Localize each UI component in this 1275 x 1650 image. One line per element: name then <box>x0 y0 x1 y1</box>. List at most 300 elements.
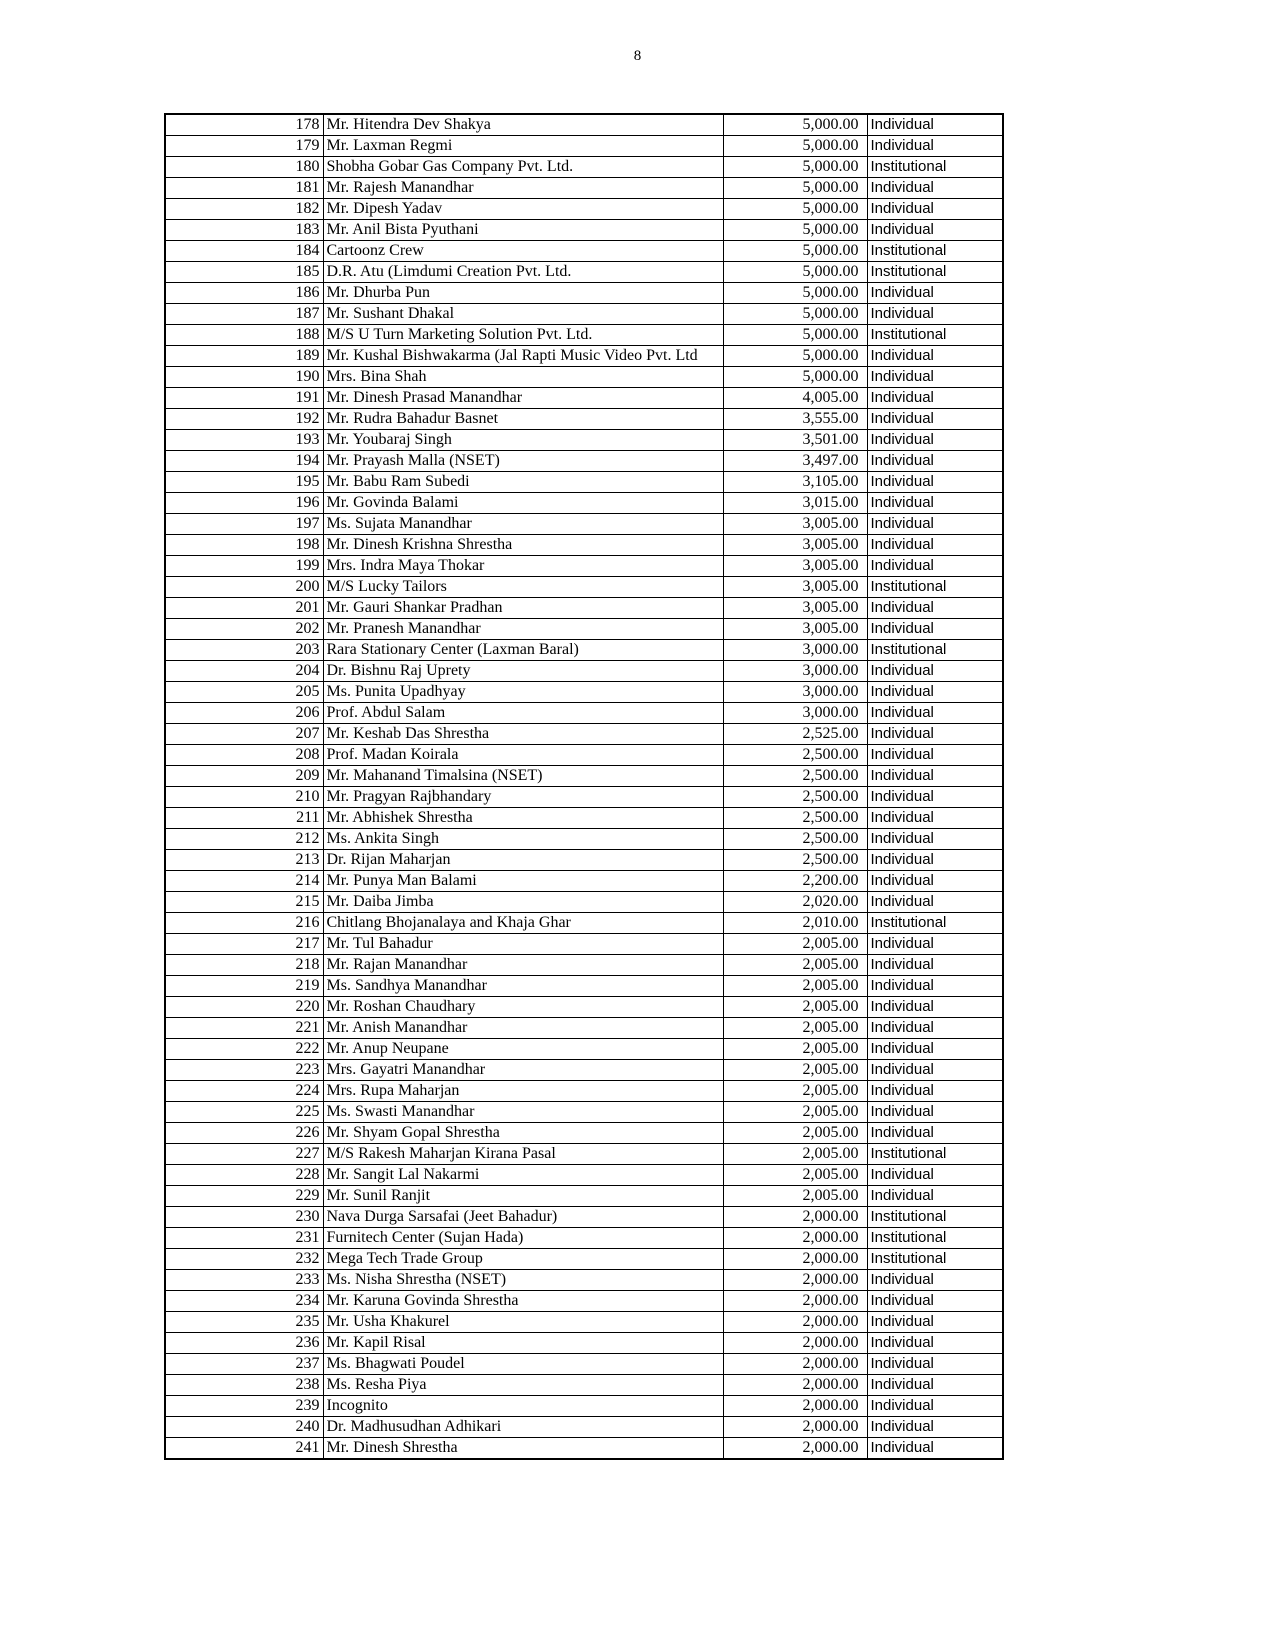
serial-number-cell: 201 <box>165 598 323 619</box>
donor-name-cell: Ms. Sandhya Manandhar <box>323 976 723 997</box>
donor-name-cell: Nava Durga Sarsafai (Jeet Bahadur) <box>323 1207 723 1228</box>
donor-name-cell: Dr. Rijan Maharjan <box>323 850 723 871</box>
table-row <box>165 1396 1003 1417</box>
serial-number-cell: 207 <box>165 724 323 745</box>
table-row <box>165 913 1003 934</box>
donor-type-cell: Individual <box>867 1186 1003 1207</box>
amount-cell: 3,501.00 <box>723 430 867 451</box>
donor-name-cell: Dr. Madhusudhan Adhikari <box>323 1417 723 1438</box>
serial-number-cell: 232 <box>165 1249 323 1270</box>
donor-name-cell: Mrs. Indra Maya Thokar <box>323 556 723 577</box>
serial-number-cell: 185 <box>165 262 323 283</box>
donor-name-cell: M/S U Turn Marketing Solution Pvt. Ltd. <box>323 325 723 346</box>
amount-cell: 2,500.00 <box>723 787 867 808</box>
table-row <box>165 892 1003 913</box>
donor-name-cell: Mr. Keshab Das Shrestha <box>323 724 723 745</box>
amount-cell: 5,000.00 <box>723 220 867 241</box>
donor-type-cell: Individual <box>867 304 1003 325</box>
donor-type-cell: Individual <box>867 703 1003 724</box>
serial-number-cell: 197 <box>165 514 323 535</box>
donor-type-cell: Individual <box>867 472 1003 493</box>
table-row <box>165 1312 1003 1333</box>
donor-type-cell: Individual <box>867 766 1003 787</box>
amount-cell: 2,000.00 <box>723 1438 867 1460</box>
donor-type-cell: Individual <box>867 829 1003 850</box>
table-row <box>165 1081 1003 1102</box>
serial-number-cell: 222 <box>165 1039 323 1060</box>
table-row <box>165 367 1003 388</box>
donor-name-cell: Mr. Kapil Risal <box>323 1333 723 1354</box>
serial-number-cell: 194 <box>165 451 323 472</box>
amount-cell: 2,005.00 <box>723 1018 867 1039</box>
table-row <box>165 157 1003 178</box>
amount-cell: 5,000.00 <box>723 199 867 220</box>
donor-type-cell: Institutional <box>867 1144 1003 1165</box>
amount-cell: 3,000.00 <box>723 661 867 682</box>
donor-type-cell: Individual <box>867 1165 1003 1186</box>
donor-type-cell: Individual <box>867 220 1003 241</box>
donor-type-cell: Individual <box>867 367 1003 388</box>
donor-type-cell: Individual <box>867 724 1003 745</box>
serial-number-cell: 203 <box>165 640 323 661</box>
donor-type-cell: Individual <box>867 1018 1003 1039</box>
serial-number-cell: 202 <box>165 619 323 640</box>
amount-cell: 2,500.00 <box>723 850 867 871</box>
donor-name-cell: Mrs. Rupa Maharjan <box>323 1081 723 1102</box>
donor-type-cell: Individual <box>867 535 1003 556</box>
donor-name-cell: Chitlang Bhojanalaya and Khaja Ghar <box>323 913 723 934</box>
serial-number-cell: 233 <box>165 1270 323 1291</box>
amount-cell: 5,000.00 <box>723 262 867 283</box>
donor-name-cell: Dr. Bishnu Raj Uprety <box>323 661 723 682</box>
donor-name-cell: Mr. Pragyan Rajbhandary <box>323 787 723 808</box>
donor-type-cell: Individual <box>867 892 1003 913</box>
amount-cell: 2,005.00 <box>723 1123 867 1144</box>
table-row <box>165 241 1003 262</box>
donor-type-cell: Institutional <box>867 1228 1003 1249</box>
donor-name-cell: Mr. Abhishek Shrestha <box>323 808 723 829</box>
donor-type-cell: Individual <box>867 871 1003 892</box>
donor-type-cell: Individual <box>867 976 1003 997</box>
donor-type-cell: Individual <box>867 1438 1003 1460</box>
table-row <box>165 1228 1003 1249</box>
serial-number-cell: 184 <box>165 241 323 262</box>
donor-name-cell: Mr. Usha Khakurel <box>323 1312 723 1333</box>
donor-type-cell: Institutional <box>867 241 1003 262</box>
donor-name-cell: Mr. Rudra Bahadur Basnet <box>323 409 723 430</box>
donor-type-cell: Individual <box>867 1417 1003 1438</box>
donor-name-cell: Ms. Nisha Shrestha (NSET) <box>323 1270 723 1291</box>
donor-name-cell: Mr. Govinda Balami <box>323 493 723 514</box>
donor-name-cell: Mr. Karuna Govinda Shrestha <box>323 1291 723 1312</box>
donor-name-cell: M/S Rakesh Maharjan Kirana Pasal <box>323 1144 723 1165</box>
table-row <box>165 178 1003 199</box>
serial-number-cell: 189 <box>165 346 323 367</box>
donor-type-cell: Individual <box>867 1102 1003 1123</box>
table-row <box>165 1333 1003 1354</box>
table-row <box>165 1165 1003 1186</box>
table-row <box>165 1375 1003 1396</box>
donor-type-cell: Individual <box>867 178 1003 199</box>
serial-number-cell: 193 <box>165 430 323 451</box>
serial-number-cell: 210 <box>165 787 323 808</box>
table-row <box>165 640 1003 661</box>
serial-number-cell: 224 <box>165 1081 323 1102</box>
donor-type-cell: Individual <box>867 619 1003 640</box>
table-row <box>165 871 1003 892</box>
table-row <box>165 1270 1003 1291</box>
table-row <box>165 1123 1003 1144</box>
table-row <box>165 220 1003 241</box>
serial-number-cell: 237 <box>165 1354 323 1375</box>
donor-type-cell: Individual <box>867 1123 1003 1144</box>
amount-cell: 3,555.00 <box>723 409 867 430</box>
table-row <box>165 199 1003 220</box>
donor-name-cell: Mr. Dinesh Krishna Shrestha <box>323 535 723 556</box>
amount-cell: 3,005.00 <box>723 619 867 640</box>
serial-number-cell: 196 <box>165 493 323 514</box>
donor-name-cell: Mr. Roshan Chaudhary <box>323 997 723 1018</box>
table-row <box>165 1102 1003 1123</box>
serial-number-cell: 191 <box>165 388 323 409</box>
donor-name-cell: Mr. Mahanand Timalsina (NSET) <box>323 766 723 787</box>
table-row <box>165 934 1003 955</box>
serial-number-cell: 234 <box>165 1291 323 1312</box>
amount-cell: 5,000.00 <box>723 136 867 157</box>
donor-name-cell: Mr. Dinesh Prasad Manandhar <box>323 388 723 409</box>
donor-name-cell: Mr. Anil Bista Pyuthani <box>323 220 723 241</box>
donor-type-cell: Institutional <box>867 325 1003 346</box>
serial-number-cell: 219 <box>165 976 323 997</box>
amount-cell: 2,005.00 <box>723 1186 867 1207</box>
amount-cell: 2,010.00 <box>723 913 867 934</box>
serial-number-cell: 200 <box>165 577 323 598</box>
donor-type-cell: Individual <box>867 787 1003 808</box>
table-row <box>165 514 1003 535</box>
serial-number-cell: 241 <box>165 1438 323 1460</box>
table-row <box>165 388 1003 409</box>
amount-cell: 2,000.00 <box>723 1249 867 1270</box>
amount-cell: 5,000.00 <box>723 157 867 178</box>
donor-type-cell: Individual <box>867 1354 1003 1375</box>
donor-name-cell: Mega Tech Trade Group <box>323 1249 723 1270</box>
table-row <box>165 619 1003 640</box>
amount-cell: 2,000.00 <box>723 1207 867 1228</box>
amount-cell: 5,000.00 <box>723 367 867 388</box>
donor-type-cell: Individual <box>867 136 1003 157</box>
donor-type-cell: Individual <box>867 808 1003 829</box>
amount-cell: 2,005.00 <box>723 1060 867 1081</box>
donor-name-cell: Mr. Hitendra Dev Shakya <box>323 114 723 136</box>
table-row <box>165 661 1003 682</box>
amount-cell: 3,000.00 <box>723 640 867 661</box>
table-row <box>165 283 1003 304</box>
table-row <box>165 976 1003 997</box>
serial-number-cell: 179 <box>165 136 323 157</box>
donor-name-cell: Incognito <box>323 1396 723 1417</box>
donor-name-cell: Mr. Rajesh Manandhar <box>323 178 723 199</box>
serial-number-cell: 220 <box>165 997 323 1018</box>
donor-name-cell: Mr. Sushant Dhakal <box>323 304 723 325</box>
table-row <box>165 346 1003 367</box>
serial-number-cell: 226 <box>165 1123 323 1144</box>
serial-number-cell: 228 <box>165 1165 323 1186</box>
serial-number-cell: 215 <box>165 892 323 913</box>
donor-name-cell: Mr. Kushal Bishwakarma (Jal Rapti Music Video Pvt. Ltd <box>323 346 723 367</box>
donor-name-cell: M/S Lucky Tailors <box>323 577 723 598</box>
amount-cell: 3,005.00 <box>723 535 867 556</box>
donor-name-cell: Mr. Anup Neupane <box>323 1039 723 1060</box>
donor-name-cell: Mr. Babu Ram Subedi <box>323 472 723 493</box>
amount-cell: 3,005.00 <box>723 577 867 598</box>
serial-number-cell: 182 <box>165 199 323 220</box>
serial-number-cell: 227 <box>165 1144 323 1165</box>
amount-cell: 5,000.00 <box>723 241 867 262</box>
page-number: 8 <box>633 48 642 64</box>
table-row <box>165 766 1003 787</box>
table-row <box>165 850 1003 871</box>
serial-number-cell: 213 <box>165 850 323 871</box>
donor-name-cell: Ms. Sujata Manandhar <box>323 514 723 535</box>
table-row <box>165 703 1003 724</box>
table-row <box>165 304 1003 325</box>
serial-number-cell: 231 <box>165 1228 323 1249</box>
table-row <box>165 724 1003 745</box>
donor-type-cell: Individual <box>867 430 1003 451</box>
amount-cell: 2,005.00 <box>723 934 867 955</box>
amount-cell: 2,005.00 <box>723 1039 867 1060</box>
serial-number-cell: 229 <box>165 1186 323 1207</box>
table-row <box>165 787 1003 808</box>
amount-cell: 5,000.00 <box>723 178 867 199</box>
amount-cell: 2,000.00 <box>723 1375 867 1396</box>
donor-name-cell: Ms. Resha Piya <box>323 1375 723 1396</box>
donor-type-cell: Individual <box>867 955 1003 976</box>
donor-type-cell: Institutional <box>867 913 1003 934</box>
table-row <box>165 1144 1003 1165</box>
donor-name-cell: Ms. Punita Upadhyay <box>323 682 723 703</box>
amount-cell: 2,500.00 <box>723 766 867 787</box>
amount-cell: 3,005.00 <box>723 514 867 535</box>
amount-cell: 2,000.00 <box>723 1396 867 1417</box>
amount-cell: 2,000.00 <box>723 1333 867 1354</box>
donor-name-cell: Mr. Laxman Regmi <box>323 136 723 157</box>
amount-cell: 4,005.00 <box>723 388 867 409</box>
amount-cell: 3,497.00 <box>723 451 867 472</box>
serial-number-cell: 217 <box>165 934 323 955</box>
donor-table-body <box>165 114 1003 1459</box>
donor-name-cell: Mr. Dinesh Shrestha <box>323 1438 723 1460</box>
donor-name-cell: Mr. Sunil Ranjit <box>323 1186 723 1207</box>
table-row <box>165 493 1003 514</box>
serial-number-cell: 181 <box>165 178 323 199</box>
table-row <box>165 556 1003 577</box>
serial-number-cell: 230 <box>165 1207 323 1228</box>
serial-number-cell: 180 <box>165 157 323 178</box>
donor-name-cell: Mr. Youbaraj Singh <box>323 430 723 451</box>
donor-type-cell: Individual <box>867 346 1003 367</box>
serial-number-cell: 178 <box>165 114 323 136</box>
donor-type-cell: Institutional <box>867 1249 1003 1270</box>
serial-number-cell: 206 <box>165 703 323 724</box>
amount-cell: 2,005.00 <box>723 1081 867 1102</box>
table-row <box>165 1207 1003 1228</box>
amount-cell: 5,000.00 <box>723 346 867 367</box>
donor-type-cell: Individual <box>867 1312 1003 1333</box>
donor-type-cell: Individual <box>867 114 1003 136</box>
serial-number-cell: 205 <box>165 682 323 703</box>
donor-type-cell: Individual <box>867 850 1003 871</box>
table-row <box>165 1018 1003 1039</box>
amount-cell: 2,005.00 <box>723 1144 867 1165</box>
donor-table <box>164 113 1004 1460</box>
serial-number-cell: 239 <box>165 1396 323 1417</box>
serial-number-cell: 212 <box>165 829 323 850</box>
donor-name-cell: Rara Stationary Center (Laxman Baral) <box>323 640 723 661</box>
amount-cell: 3,105.00 <box>723 472 867 493</box>
donor-type-cell: Individual <box>867 388 1003 409</box>
serial-number-cell: 240 <box>165 1417 323 1438</box>
donor-type-cell: Institutional <box>867 262 1003 283</box>
table-row <box>165 1291 1003 1312</box>
donor-type-cell: Individual <box>867 745 1003 766</box>
donor-name-cell: Mr. Punya Man Balami <box>323 871 723 892</box>
donor-name-cell: Ms. Ankita Singh <box>323 829 723 850</box>
table-row <box>165 472 1003 493</box>
donor-type-cell: Institutional <box>867 1207 1003 1228</box>
amount-cell: 3,000.00 <box>723 703 867 724</box>
donor-type-cell: Individual <box>867 598 1003 619</box>
table-row <box>165 136 1003 157</box>
donor-name-cell: Prof. Abdul Salam <box>323 703 723 724</box>
table-row <box>165 262 1003 283</box>
donor-type-cell: Individual <box>867 1291 1003 1312</box>
serial-number-cell: 187 <box>165 304 323 325</box>
table-row <box>165 745 1003 766</box>
table-row <box>165 1354 1003 1375</box>
donor-name-cell: Ms. Swasti Manandhar <box>323 1102 723 1123</box>
serial-number-cell: 204 <box>165 661 323 682</box>
amount-cell: 2,000.00 <box>723 1312 867 1333</box>
table-row <box>165 1039 1003 1060</box>
amount-cell: 2,005.00 <box>723 955 867 976</box>
donor-name-cell: Cartoonz Crew <box>323 241 723 262</box>
table-row <box>165 682 1003 703</box>
donor-type-cell: Individual <box>867 1039 1003 1060</box>
serial-number-cell: 188 <box>165 325 323 346</box>
donor-name-cell: D.R. Atu (Limdumi Creation Pvt. Ltd. <box>323 262 723 283</box>
donor-name-cell: Mr. Prayash Malla (NSET) <box>323 451 723 472</box>
amount-cell: 2,000.00 <box>723 1417 867 1438</box>
serial-number-cell: 214 <box>165 871 323 892</box>
amount-cell: 3,000.00 <box>723 682 867 703</box>
table-row <box>165 114 1003 136</box>
amount-cell: 5,000.00 <box>723 114 867 136</box>
table-row <box>165 997 1003 1018</box>
donor-type-cell: Individual <box>867 451 1003 472</box>
amount-cell: 5,000.00 <box>723 283 867 304</box>
table-row <box>165 955 1003 976</box>
donor-name-cell: Mrs. Bina Shah <box>323 367 723 388</box>
donor-type-cell: Individual <box>867 1081 1003 1102</box>
table-row <box>165 1438 1003 1460</box>
serial-number-cell: 208 <box>165 745 323 766</box>
donor-type-cell: Institutional <box>867 577 1003 598</box>
donor-name-cell: Shobha Gobar Gas Company Pvt. Ltd. <box>323 157 723 178</box>
donor-type-cell: Individual <box>867 514 1003 535</box>
donor-name-cell: Mr. Gauri Shankar Pradhan <box>323 598 723 619</box>
table-row <box>165 577 1003 598</box>
donor-type-cell: Individual <box>867 493 1003 514</box>
serial-number-cell: 238 <box>165 1375 323 1396</box>
donor-name-cell: Mr. Tul Bahadur <box>323 934 723 955</box>
donor-type-cell: Individual <box>867 1396 1003 1417</box>
table-row <box>165 808 1003 829</box>
donor-name-cell: Mr. Shyam Gopal Shrestha <box>323 1123 723 1144</box>
amount-cell: 2,000.00 <box>723 1270 867 1291</box>
donor-type-cell: Individual <box>867 1060 1003 1081</box>
table-row <box>165 1186 1003 1207</box>
amount-cell: 3,005.00 <box>723 598 867 619</box>
donor-name-cell: Mr. Anish Manandhar <box>323 1018 723 1039</box>
donor-name-cell: Mr. Dipesh Yadav <box>323 199 723 220</box>
serial-number-cell: 218 <box>165 955 323 976</box>
amount-cell: 2,000.00 <box>723 1354 867 1375</box>
amount-cell: 5,000.00 <box>723 304 867 325</box>
serial-number-cell: 199 <box>165 556 323 577</box>
donor-type-cell: Institutional <box>867 640 1003 661</box>
serial-number-cell: 186 <box>165 283 323 304</box>
table-row <box>165 409 1003 430</box>
table-row <box>165 430 1003 451</box>
table-row <box>165 451 1003 472</box>
donor-type-cell: Individual <box>867 556 1003 577</box>
donor-type-cell: Individual <box>867 682 1003 703</box>
donor-name-cell: Mr. Sangit Lal Nakarmi <box>323 1165 723 1186</box>
serial-number-cell: 216 <box>165 913 323 934</box>
serial-number-cell: 198 <box>165 535 323 556</box>
serial-number-cell: 236 <box>165 1333 323 1354</box>
donor-type-cell: Individual <box>867 283 1003 304</box>
table-row <box>165 1417 1003 1438</box>
donor-type-cell: Individual <box>867 661 1003 682</box>
donor-name-cell: Furnitech Center (Sujan Hada) <box>323 1228 723 1249</box>
donor-name-cell: Mr. Pranesh Manandhar <box>323 619 723 640</box>
donor-type-cell: Individual <box>867 997 1003 1018</box>
serial-number-cell: 235 <box>165 1312 323 1333</box>
amount-cell: 2,005.00 <box>723 1102 867 1123</box>
serial-number-cell: 211 <box>165 808 323 829</box>
donor-name-cell: Mr. Daiba Jimba <box>323 892 723 913</box>
table-row <box>165 598 1003 619</box>
amount-cell: 2,500.00 <box>723 829 867 850</box>
amount-cell: 2,020.00 <box>723 892 867 913</box>
donor-type-cell: Individual <box>867 199 1003 220</box>
amount-cell: 2,500.00 <box>723 808 867 829</box>
donor-type-cell: Individual <box>867 1375 1003 1396</box>
amount-cell: 2,200.00 <box>723 871 867 892</box>
amount-cell: 2,000.00 <box>723 1228 867 1249</box>
donor-name-cell: Prof. Madan Koirala <box>323 745 723 766</box>
table-row <box>165 325 1003 346</box>
table-row <box>165 1060 1003 1081</box>
amount-cell: 2,005.00 <box>723 997 867 1018</box>
amount-cell: 2,005.00 <box>723 1165 867 1186</box>
amount-cell: 5,000.00 <box>723 325 867 346</box>
amount-cell: 3,005.00 <box>723 556 867 577</box>
serial-number-cell: 223 <box>165 1060 323 1081</box>
amount-cell: 2,500.00 <box>723 745 867 766</box>
